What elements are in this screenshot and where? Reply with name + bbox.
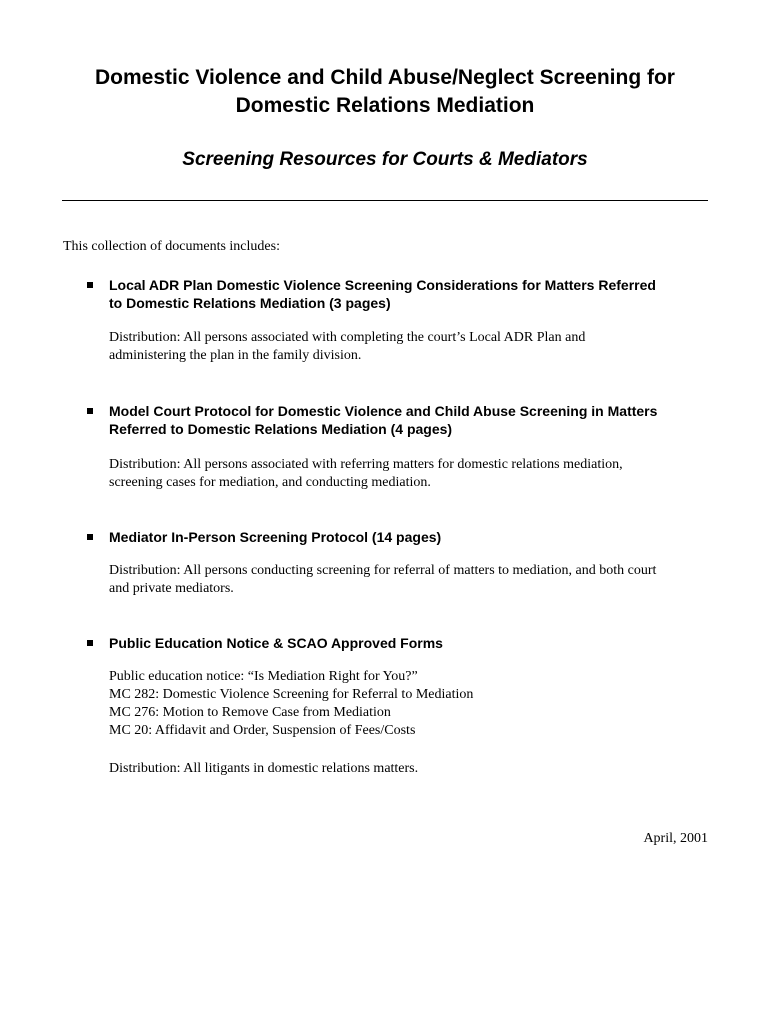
title-line-1: Domestic Violence and Child Abuse/Neglect Screening for	[95, 66, 675, 89]
item-heading: Mediator In-Person Screening Protocol (14 pages)	[109, 529, 442, 545]
document-date: April, 2001	[643, 831, 708, 846]
item-distribution: Distribution: All persons associated with completing the court’s Local ADR Plan and administering the plan in the family division.	[109, 330, 586, 363]
item-distribution: Distribution: All persons associated with referring matters for domestic relations mediation, screening cases for mediation, and conducting mediation.	[109, 457, 623, 490]
square-bullet-icon	[87, 408, 93, 414]
document-subtitle: Screening Resources for Courts & Mediators	[182, 149, 588, 170]
horizontal-divider	[62, 200, 708, 201]
document-title	[40, 64, 730, 120]
form-entry: Public education notice: “Is Mediation Right for You?”	[109, 669, 418, 684]
item-heading: Local ADR Plan Domestic Violence Screening Considerations for Matters Referred to Domestic Relations Mediation (3 pages)	[109, 277, 656, 311]
square-bullet-icon	[87, 640, 93, 646]
item-heading: Public Education Notice & SCAO Approved Forms	[109, 635, 443, 651]
item-heading: Model Court Protocol for Domestic Violence and Child Abuse Screening in Matters Referred to Domestic Relations Mediation (4 pages)	[109, 403, 658, 437]
square-bullet-icon	[87, 534, 93, 540]
item-distribution: Distribution: All litigants in domestic relations matters.	[109, 761, 419, 776]
forms-list	[109, 668, 709, 740]
square-bullet-icon	[87, 282, 93, 288]
item-distribution: Distribution: All persons conducting screening for referral of matters to mediation, and both court and private mediators.	[109, 563, 657, 596]
form-entry: MC 282: Domestic Violence Screening for Referral to Mediation	[109, 687, 474, 702]
intro-text: This collection of documents includes:	[63, 239, 280, 254]
title-line-2: Domestic Relations Mediation	[235, 94, 535, 117]
form-entry: MC 20: Affidavit and Order, Suspension of Fees/Costs	[109, 723, 416, 738]
form-entry: MC 276: Motion to Remove Case from Mediation	[109, 705, 391, 720]
